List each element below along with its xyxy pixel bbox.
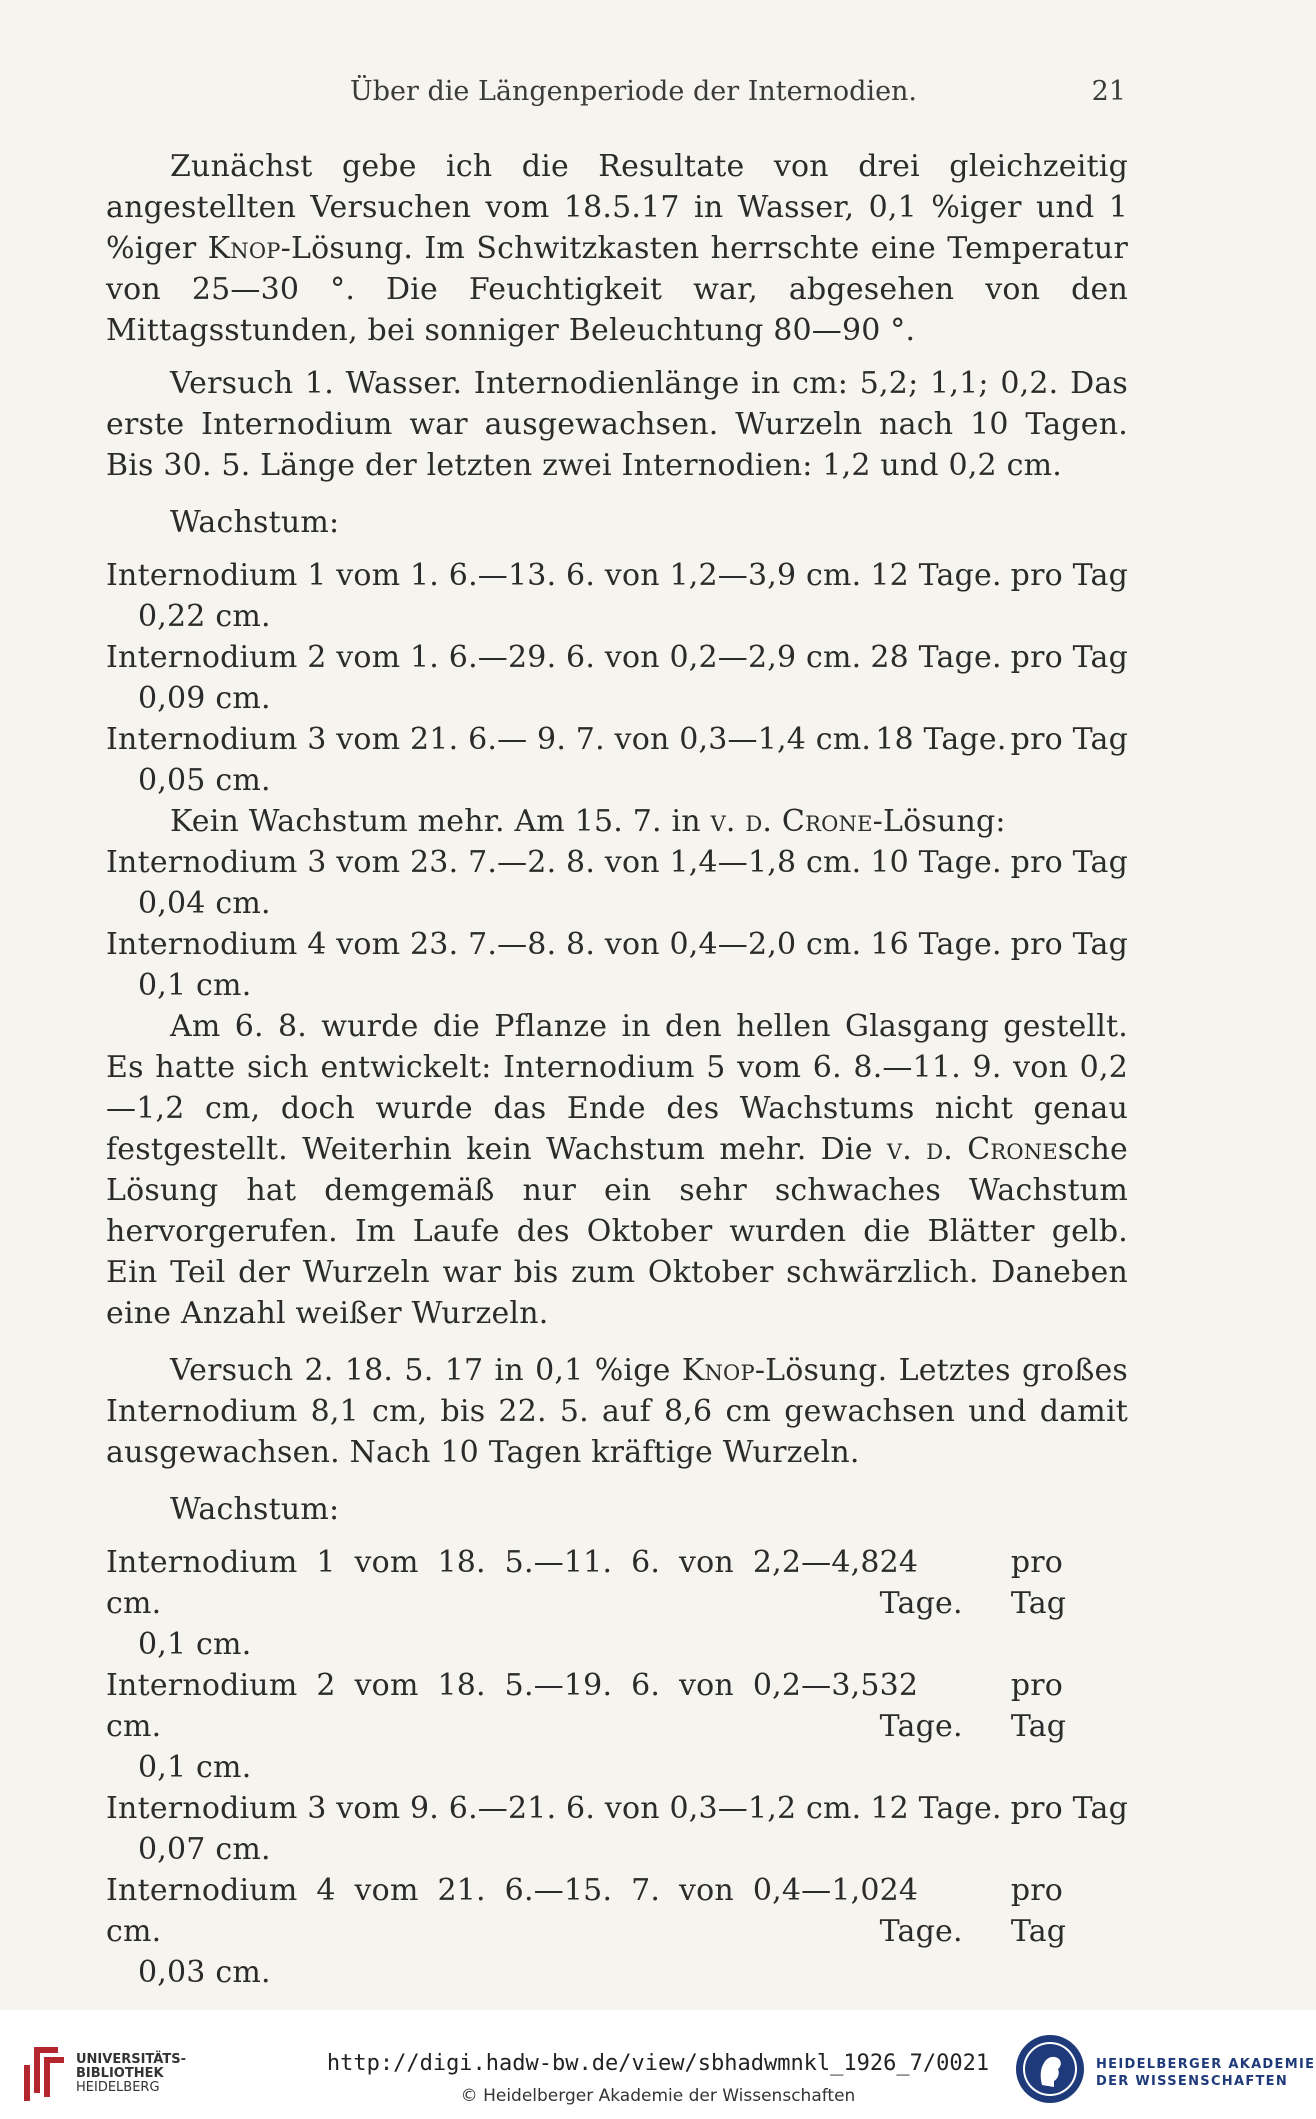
entry-main: Internodium 3 vom 23. 7.—2. 8. von 1,4—1,8 cm. (106, 845, 862, 880)
author-name: v. d. Crone (886, 1132, 1058, 1167)
entry-rate: 0,04 cm. (138, 886, 271, 921)
entry-main: Internodium 2 vom 18. 5.—19. 6. von 0,2—3,5 cm. (106, 1668, 880, 1744)
author-name: Knop (207, 231, 281, 266)
permalink-url[interactable]: http://digi.hadw-bw.de/view/sbhadwmnkl_1926_7/0021 (326, 2051, 990, 2076)
paragraph-versuch-2 (106, 1350, 1128, 1473)
entry-rate: 0,1 cm. (138, 1750, 252, 1785)
author-name: v. d. Crone (710, 804, 873, 839)
running-header (106, 76, 1126, 116)
wachstum-label: Wachstum: (170, 505, 340, 540)
growth-list-v2 (106, 1542, 1128, 1993)
growth-entry (106, 924, 1128, 1006)
entry-main: Internodium 3 vom 9. 6.—21. 6. von 0,3—1,2 cm. (106, 1791, 862, 1826)
entry-days: 10 Tage. (870, 845, 1002, 880)
entry-rate: 0,03 cm. (138, 1955, 271, 1990)
entry-per: pro Tag (1010, 1545, 1067, 1621)
text-run: Kein Wachstum mehr. Am 15. 7. in (170, 804, 711, 839)
entry-days: 18 Tage. (875, 722, 1007, 757)
paragraph-intro (106, 146, 1128, 351)
text-run: Versuch 2. 18. 5. 17 in 0,1 %ige (170, 1353, 682, 1388)
entry-days: 28 Tage. (870, 640, 1002, 675)
text-run: sche Lösung hat demgemäß nur ein sehr schwaches Wachstum hervorgerufen. Im Laufe des Oktober wurden die Blätter gelb. Ein Teil der Wurzeln war bis zum Oktober schwärzlich. Daneben eine Anzahl weißer Wurzeln. (106, 1132, 1128, 1331)
growth-entry (106, 719, 1128, 801)
digitization-footer (0, 2023, 1316, 2119)
entry-rate: 0,09 cm. (138, 681, 271, 716)
growth-entry (106, 637, 1128, 719)
text-run: Am 6. 8. wurde die Pflanze in den hellen Glasgang gestellt. Es hatte sich entwickelt: Internodium 5 vom 6. 8.—11. 9. von 0,2—1,2 cm, doch wurde das Ende des Wachstums nicht genau festgestellt. Weiterhin kein Wachstum mehr. Die (106, 1009, 1128, 1167)
text-run: Zunächst gebe ich die Resultate von drei gleichzeitig angestellten Versuchen vom 18.5.17 in Wasser, 0,1 %iger und 1 %iger (106, 149, 1128, 266)
academy-name: HEIDELBERGER AKADEMIE DER WISSENSCHAFTEN (1096, 2057, 1316, 2089)
entry-per: pro Tag (1010, 722, 1128, 757)
page-number: 21 (1091, 76, 1126, 107)
entry-per: pro Tag (1010, 1873, 1067, 1949)
growth-entry (106, 842, 1128, 924)
entry-rate: 0,07 cm. (138, 1832, 271, 1867)
entry-rate: 0,22 cm. (138, 599, 271, 634)
library-name: UNIVERSITÄTS- BIBLIOTHEK HEIDELBERG (76, 2052, 186, 2095)
paragraph-glasgang (106, 1006, 1128, 1334)
entry-main: Internodium 2 vom 1. 6.—29. 6. von 0,2—2,9 cm. (106, 640, 862, 675)
body-text (106, 146, 1128, 1993)
academy-seal-icon[interactable] (1014, 2033, 1086, 2105)
entry-main: Internodium 1 vom 1. 6.—13. 6. von 1,2—3,9 cm. (106, 558, 862, 593)
growth-entry (106, 555, 1128, 637)
entry-days: 24 Tage. (879, 1873, 963, 1949)
growth-entry (106, 1870, 1128, 1993)
entry-rate: 0,1 cm. (138, 1627, 252, 1662)
entry-days: 12 Tage. (870, 1791, 1002, 1826)
entry-per: pro Tag (1010, 558, 1128, 593)
wachstum-label: Wachstum: (170, 1492, 340, 1527)
copyright-notice: © Heidelberger Akademie der Wissenschaften (460, 2086, 856, 2106)
text-run: -Lösung: (872, 804, 1006, 839)
entry-days: 24 Tage. (879, 1545, 963, 1621)
entry-per: pro Tag (1010, 927, 1128, 962)
text-run: -Lösung. Im Schwitzkasten herrschte eine Temperatur von 25—30 °. Die Feuchtigkeit war, abgesehen von den Mittagsstunden, bei sonniger Beleuchtung 80—90 °. (106, 231, 1128, 348)
entry-days: 12 Tage. (870, 558, 1002, 593)
author-name: Knop (681, 1353, 755, 1388)
crone-line (106, 801, 1128, 842)
entry-rate: 0,1 cm. (138, 968, 252, 1003)
entry-main: Internodium 3 vom 21. 6.— 9. 7. von 0,3—1,4 cm. (106, 722, 872, 757)
growth-entry (106, 1542, 1128, 1665)
entry-days: 32 Tage. (879, 1668, 963, 1744)
text-run: -Lösung. Letztes großes Internodium 8,1 cm, bis 22. 5. auf 8,6 cm gewachsen und damit ausgewachsen. Nach 10 Tagen kräftige Wurzeln. (106, 1353, 1128, 1470)
entry-per: pro Tag (1010, 1668, 1067, 1744)
running-title: Über die Längenperiode der Internodien. (350, 76, 918, 107)
growth-list-v1 (106, 555, 1128, 1006)
paragraph-versuch-1: Versuch 1. Wasser. Internodienlänge in cm: 5,2; 1,1; 0,2. Das erste Internodium war ausgewachsen. Wurzeln nach 10 Tagen. Bis 30. 5. Länge der letzten zwei Internodien: 1,2 und 0,2 cm. (106, 366, 1128, 483)
entry-main: Internodium 1 vom 18. 5.—11. 6. von 2,2—4,8 cm. (106, 1545, 880, 1621)
entry-main: Internodium 4 vom 21. 6.—15. 7. von 0,4—1,0 cm. (106, 1873, 880, 1949)
entry-per: pro Tag (1010, 1791, 1128, 1826)
entry-days: 16 Tage. (870, 927, 1002, 962)
entry-main: Internodium 4 vom 23. 7.—8. 8. von 0,4—2,0 cm. (106, 927, 862, 962)
entry-per: pro Tag (1010, 845, 1128, 880)
entry-per: pro Tag (1010, 640, 1128, 675)
entry-rate: 0,05 cm. (138, 763, 271, 798)
growth-entry (106, 1788, 1128, 1870)
growth-entry (106, 1665, 1128, 1788)
